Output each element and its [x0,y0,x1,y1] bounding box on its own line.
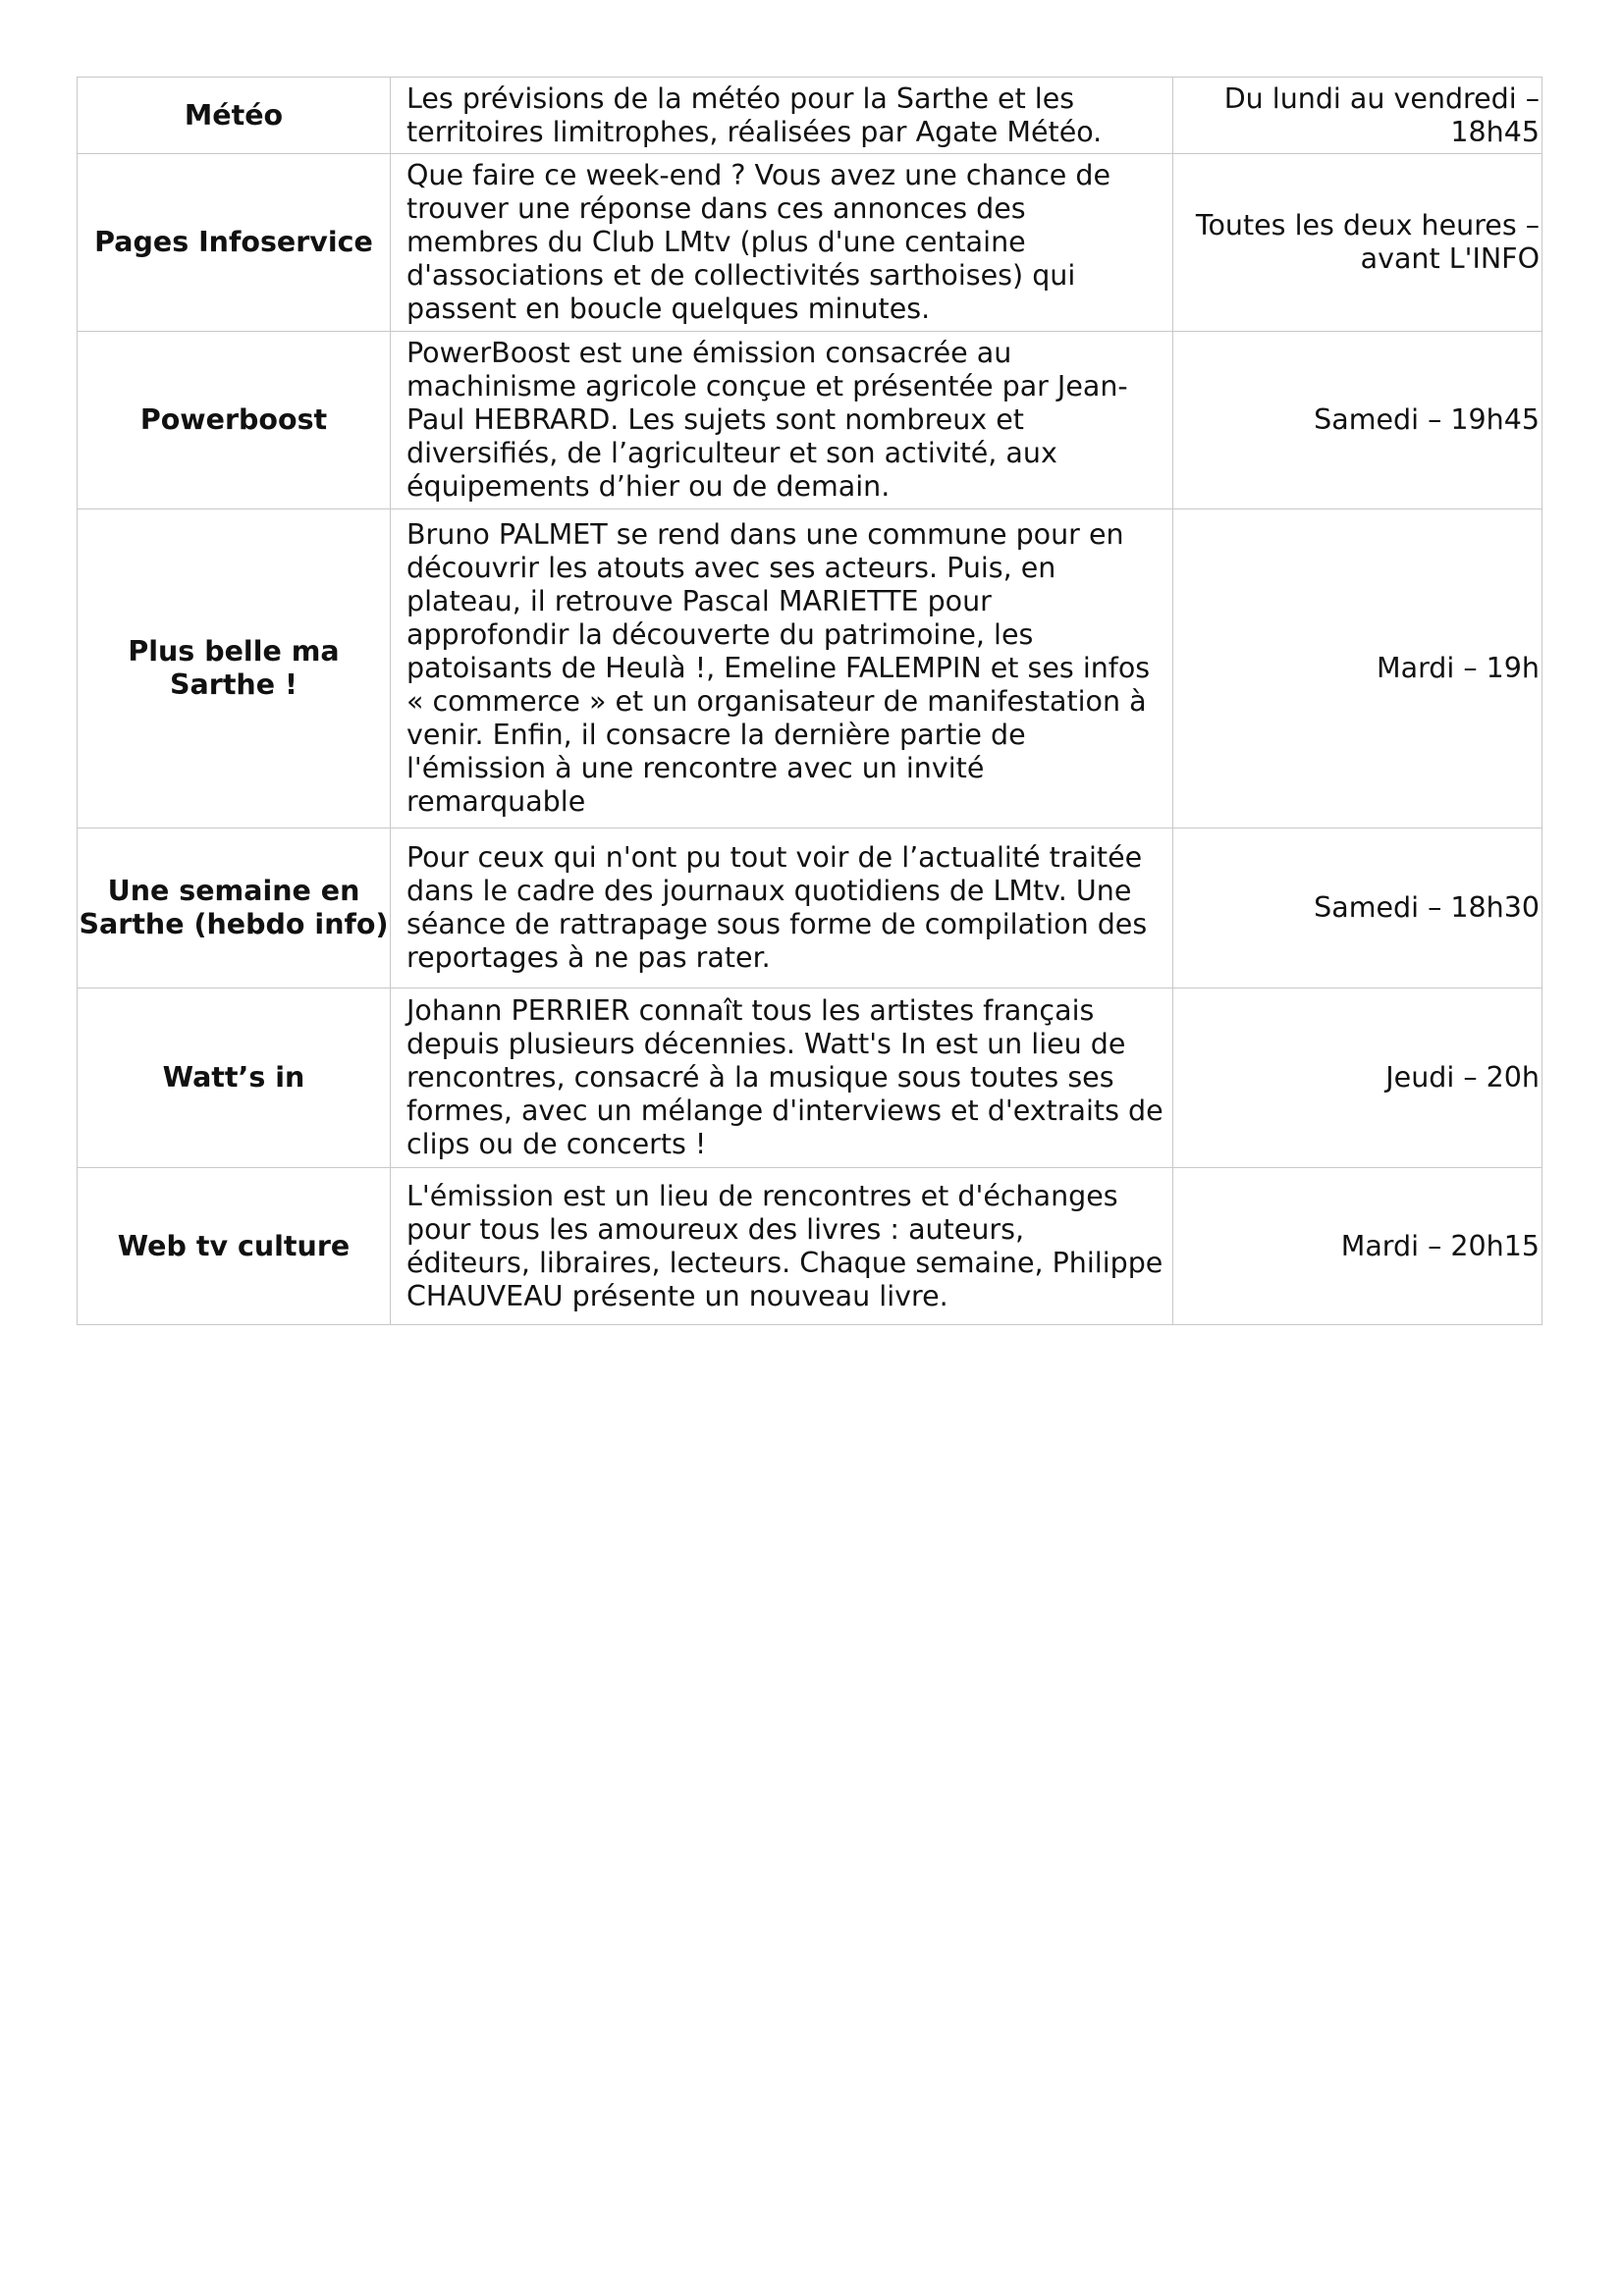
schedule-line: Mardi – 19h [1377,652,1540,684]
description-line: Que faire ce week-end ? Vous avez une chance de [406,159,1110,191]
description-line: éditeurs, libraires, lecteurs. Chaque semaine, Philippe [406,1246,1163,1279]
description-line: pour tous les amoureux des livres : auteurs, [406,1212,1025,1246]
description-line: territoires limitrophes, réalisées par Agate Météo. [406,115,1103,148]
table-row [78,509,1542,828]
table-row [78,1168,1542,1325]
description-line: formes, avec un mélange d'interviews et d'extraits de [406,1095,1163,1127]
program-schedule-cell [1173,154,1542,332]
table-row [78,828,1542,988]
schedule-line: Du lundi au vendredi – [1223,81,1540,115]
description-line: PowerBoost est une émission consacrée au [406,337,1012,369]
schedule-line: Toutes les deux heures – [1195,209,1540,241]
program-name: Watt’s in [162,1061,305,1094]
schedule-line: Mardi – 20h15 [1340,1229,1540,1262]
description-line: découvrir les atouts avec ses acteurs. Puis, en [406,552,1056,584]
description-line: depuis plusieurs décennies. Watt's In est un lieu de [406,1028,1126,1060]
program-schedule-cell [1173,828,1542,988]
program-description-cell [391,1168,1173,1325]
description-line: machinisme agricole conçue et présentée par Jean- [406,370,1128,402]
description-line: séance de rattrapage sous forme de compilation des [406,908,1148,940]
description-line: Bruno PALMET se rend dans une commune pour en [406,518,1124,551]
program-schedule-cell [1173,78,1542,154]
program-name-cell [78,509,391,828]
table-row [78,154,1542,332]
program-name: Web tv culture [117,1229,351,1262]
program-name-cell [78,78,391,154]
program-description-cell [391,154,1173,332]
description-line: clips ou de concerts ! [406,1128,707,1160]
program-name: Sarthe (hebdo info) [79,908,389,940]
program-name-cell [78,988,391,1168]
description-line: membres du Club LMtv (plus d'une centaine [406,226,1026,258]
program-name: Powerboost [139,403,328,436]
description-line: passent en boucle quelques minutes. [406,293,931,325]
table-row [78,988,1542,1168]
description-line: plateau, il retrouve Pascal MARIETTE pour [406,585,992,617]
description-line: « commerce » et un organisateur de manifestation à [406,685,1147,718]
schedule-line: Samedi – 19h45 [1314,403,1540,436]
description-line: patoisants de Heulà !, Emeline FALEMPIN et ses infos [406,652,1151,684]
description-line: venir. Enfin, il consacre la dernière partie de [406,719,1026,751]
program-table [77,77,1542,1325]
description-line: dans le cadre des journaux quotidiens de LMtv. Une [406,875,1132,907]
description-line: équipements d’hier ou de demain. [406,470,891,503]
description-line: diversifiés, de l’agriculteur et son activité, aux [406,437,1057,469]
description-line: Pour ceux qui n'ont pu tout voir de l’actualité traitée [406,841,1143,874]
program-schedule-cell [1173,509,1542,828]
program-name: Sarthe ! [170,668,298,701]
table-row [78,332,1542,509]
schedule-line: Jeudi – 20h [1385,1061,1540,1094]
description-line: Paul HEBRARD. Les sujets sont nombreux et [406,403,1024,436]
program-description-cell [391,78,1173,154]
program-name-cell [78,828,391,988]
description-line: remarquable [406,785,586,818]
program-name: Météo [184,98,284,132]
program-name: Une semaine en [107,875,360,907]
program-description-cell [391,509,1173,828]
description-line: CHAUVEAU présente un nouveau livre. [406,1279,948,1312]
description-line: l'émission à une rencontre avec un invité [406,752,985,784]
program-description-cell [391,332,1173,509]
program-name-cell [78,332,391,509]
description-line: Johann PERRIER connaît tous les artistes français [406,994,1095,1027]
program-schedule-cell [1173,332,1542,509]
description-line: approfondir la découverte du patrimoine, les [406,618,1034,651]
description-line: trouver une réponse dans ces annonces des [406,192,1026,225]
table-row [78,78,1542,154]
description-line: rencontres, consacré à la musique sous toutes ses [406,1061,1114,1094]
program-schedule-cell [1173,988,1542,1168]
program-description-cell [391,828,1173,988]
description-line: Les prévisions de la météo pour la Sarthe et les [406,81,1075,115]
program-name: Pages Infoservice [94,226,373,258]
program-name: Plus belle ma [128,635,340,667]
program-name-cell [78,1168,391,1325]
description-line: d'associations et de collectivités sarthoises) qui [406,259,1076,292]
description-line: reportages à ne pas rater. [406,941,771,974]
program-name-cell [78,154,391,332]
description-line: L'émission est un lieu de rencontres et d'échanges [406,1179,1118,1212]
schedule-line: 18h45 [1450,115,1540,148]
program-schedule-cell [1173,1168,1542,1325]
program-description-cell [391,988,1173,1168]
schedule-line: Samedi – 18h30 [1314,891,1540,924]
schedule-line: avant L'INFO [1360,242,1540,275]
